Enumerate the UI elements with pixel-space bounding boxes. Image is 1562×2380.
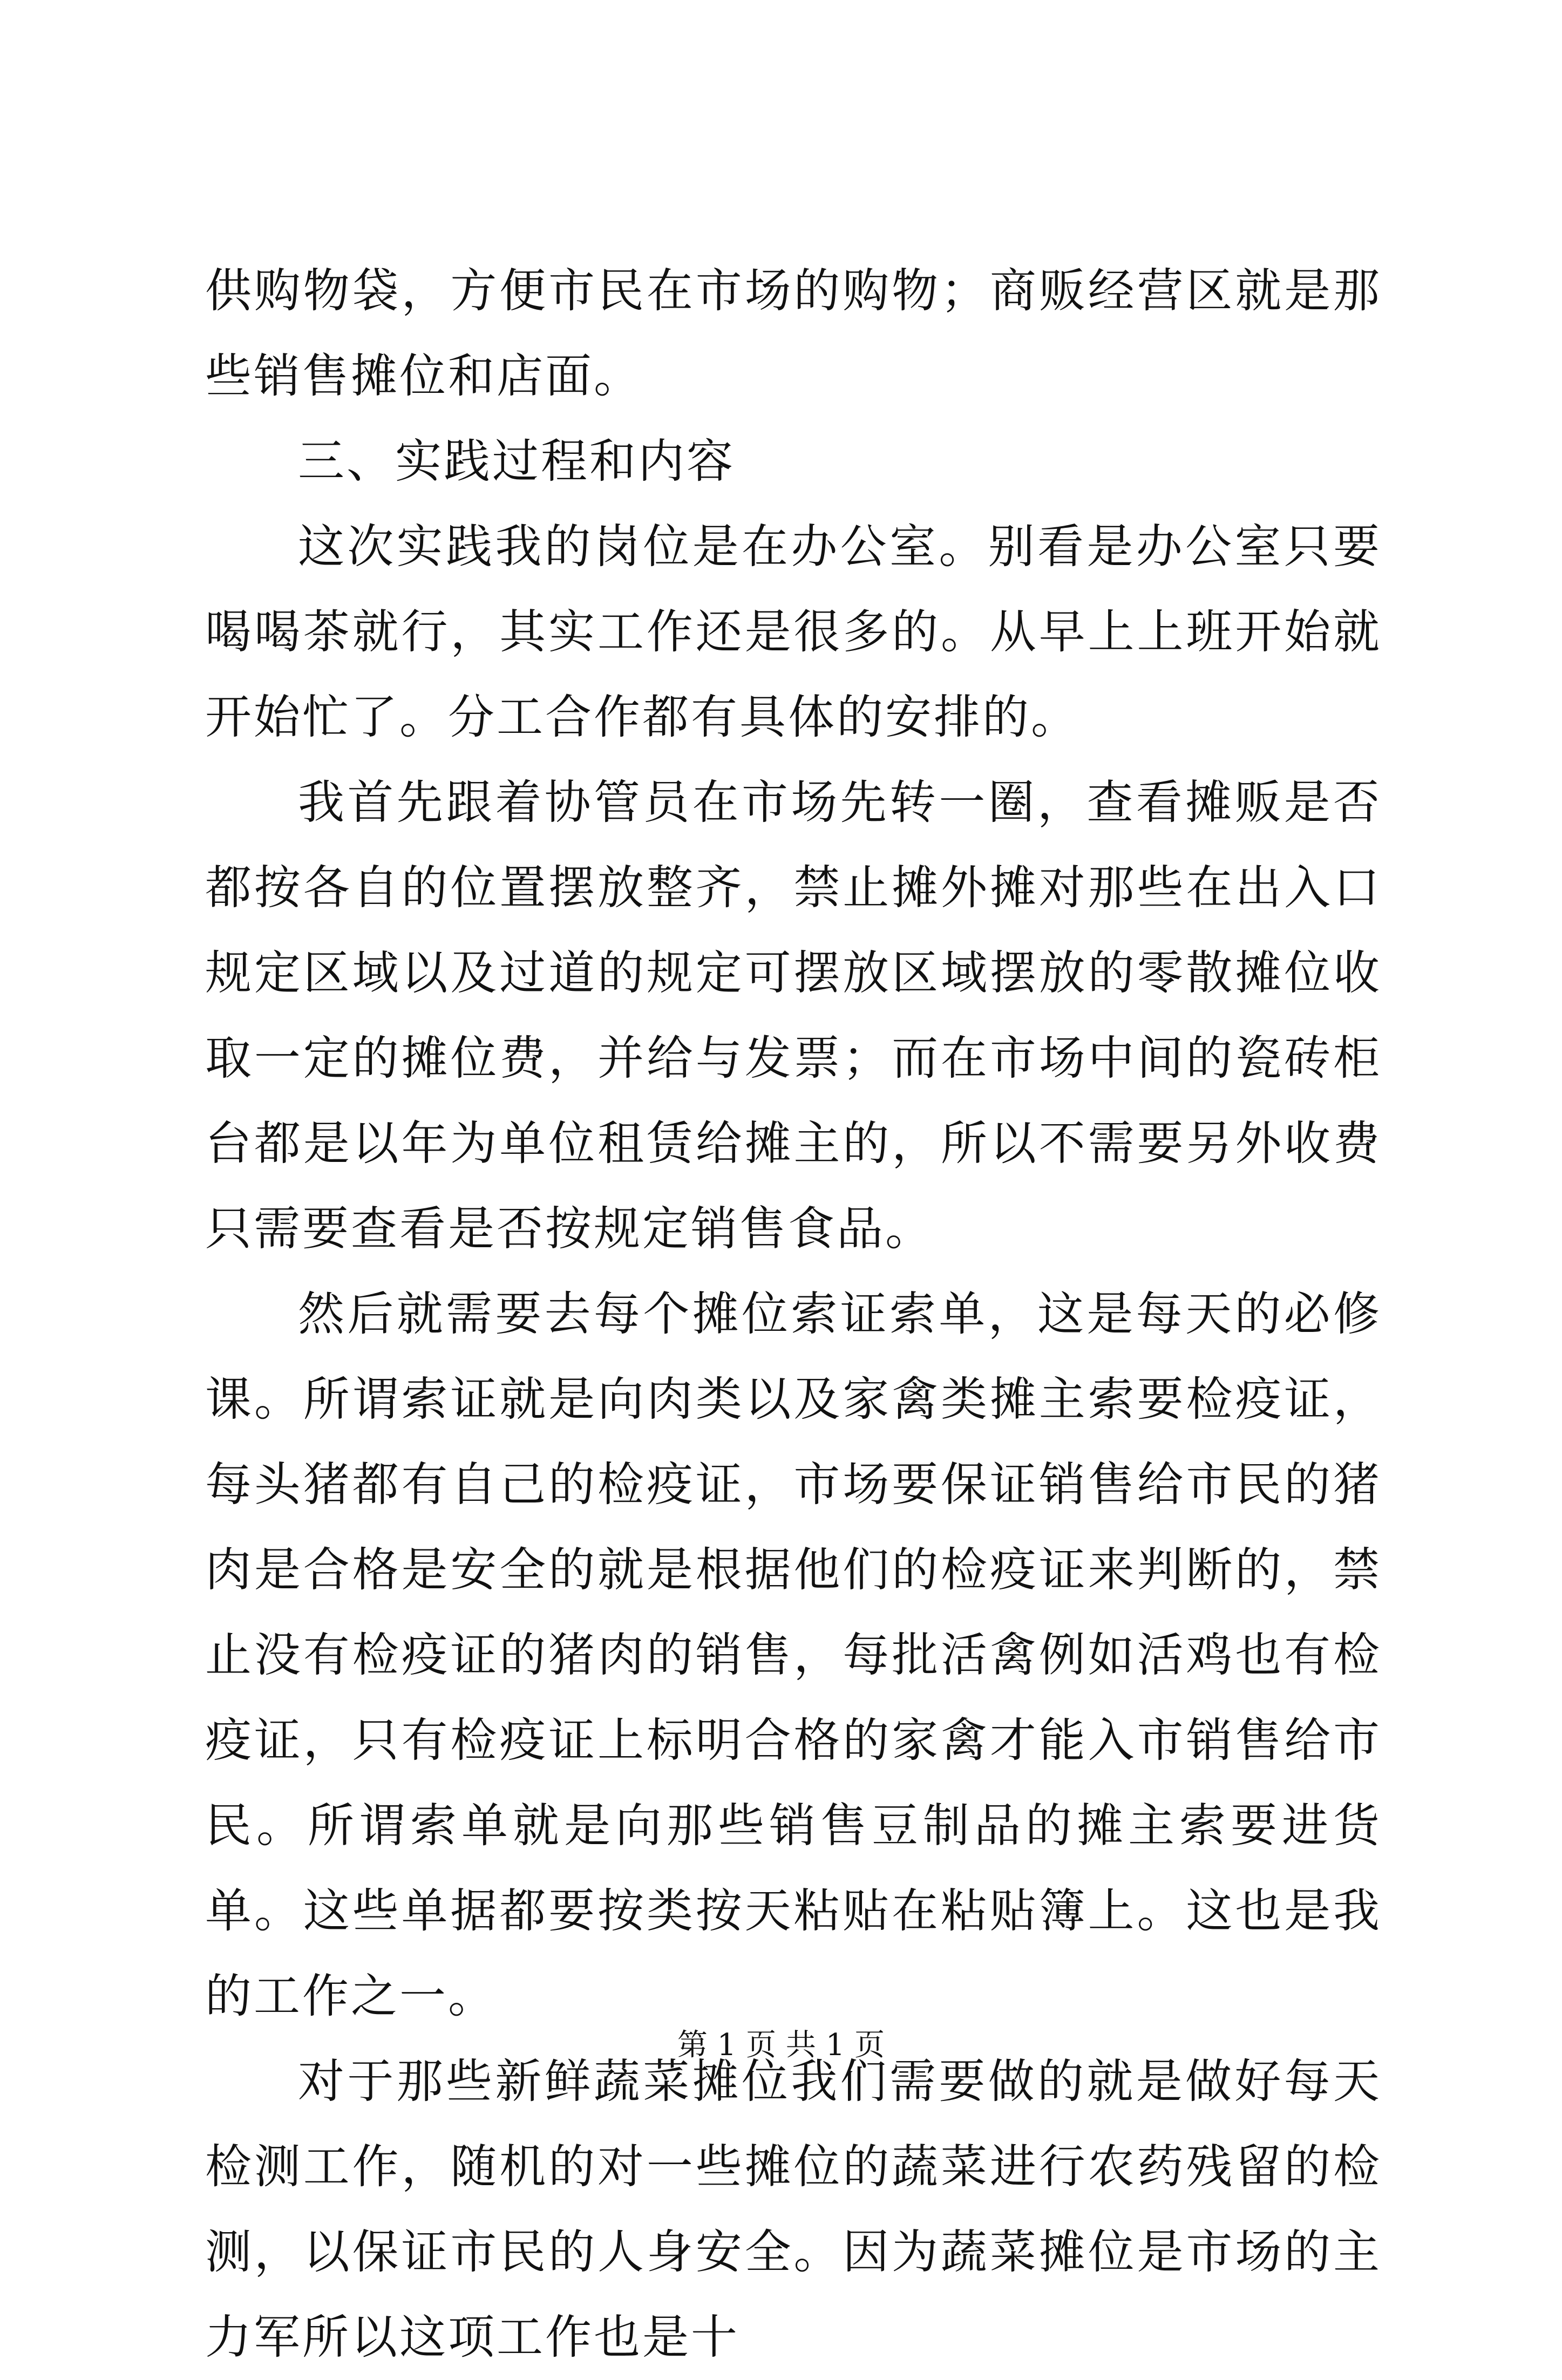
paragraph-vegetable-testing: 对于那些新鲜蔬菜摊位我们需要做的就是做好每天检测工作，随机的对一些摊位的蔬菜进行农药残留的检测，以保证市民的人身安全。因为蔬菜摊位是市场的主力军所以这项工作也是十 [205,2055,1382,2364]
paragraph-continuation: 供购物袋，方便市民在市场的购物；商贩经营区就是那些销售摊位和店面。 [205,264,1382,403]
paragraph-certificates: 然后就需要去每个摊位索证索单，这是每天的必修课。所谓索证就是向肉类以及家禽类摊主索要检疫证，每头猪都有自己的检疫证，市场要保证销售给市民的猪肉是合格是安全的就是根据他们的检疫证来判断的，禁止没有检疫证的猪肉的销售，每批活禽例如活鸡也有检疫证，只有检疫证上标明合格的家禽才能入市销售给市民。所谓索单就是向那些销售豆制品的摊主索要进货单。这些单据都要按类按天粘贴在粘贴簿上。这也是我的工作之一。 [205,1287,1382,2023]
section-heading: 三、实践过程和内容 [298,434,735,488]
page-footer: 第 1 页 共 1 页 [677,2028,885,2063]
paragraph-office-role: 这次实践我的岗位是在办公室。别看是办公室只要喝喝茶就行，其实工作还是很多的。从早上上班开始就开始忙了。分工合作都有具体的安排的。 [205,520,1382,744]
paragraph-market-patrol: 我首先跟着协管员在市场先转一圈，查看摊贩是否都按各自的位置摆放整齐，禁止摊外摊对那些在出入口规定区域以及过道的规定可摆放区域摆放的零散摊位收取一定的摊位费，并给与发票；而在市场中间的瓷砖柜台都是以年为单位租赁给摊主的，所以不需要另外收费只需要查看是否按规定销售食品。 [205,776,1382,1256]
